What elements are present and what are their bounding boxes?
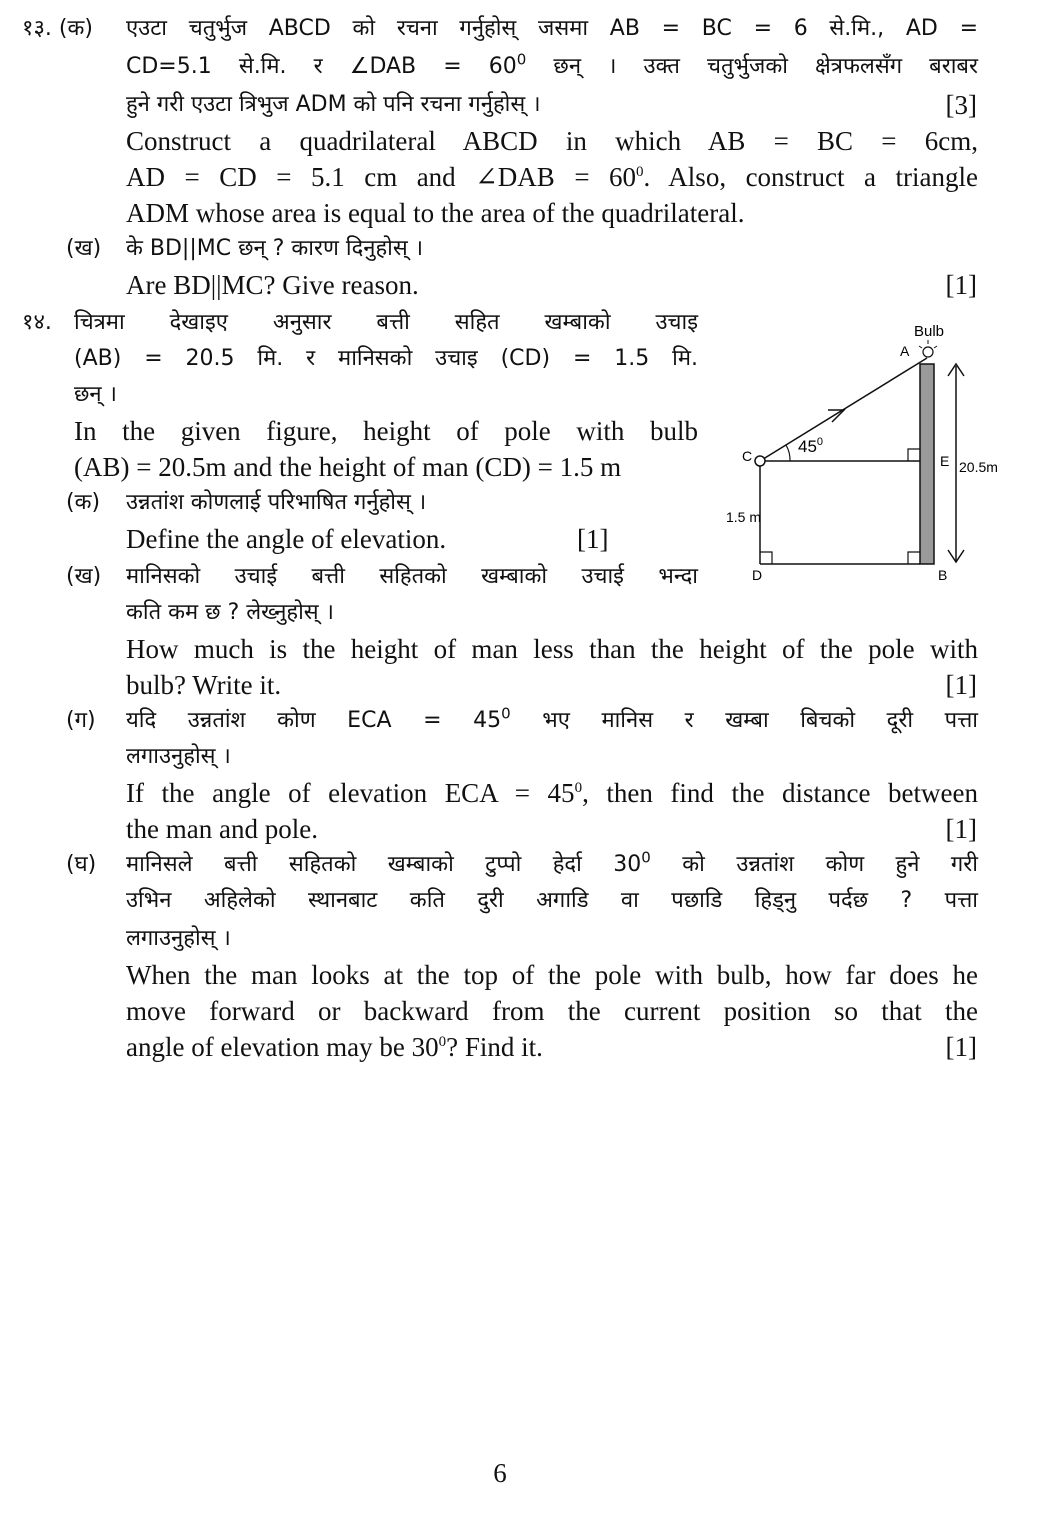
- q14d-en-line3b: ? Find it.: [446, 1032, 543, 1062]
- q14c-np-line1: [126, 704, 978, 738]
- q14c-en-line2: the man and pole.: [126, 814, 318, 844]
- q14c-np-line1a: यदि उन्नतांश कोण ECA = 45: [126, 708, 502, 733]
- q13a-en-line2b: . Also, construct a triangle: [643, 162, 978, 192]
- q14c-np-line1b: भए मानिस र खम्बा बिचको दूरी पत्ता: [510, 708, 978, 733]
- q14a-en: Define the angle of elevation.: [126, 524, 447, 554]
- label-pole-height: 20.5m: [959, 459, 998, 475]
- label-bulb: Bulb: [914, 323, 945, 340]
- q14c-np-line2: लगाउनुहोस् ।: [126, 744, 231, 769]
- q13a-np-line2: [126, 50, 978, 84]
- q14a-label: (क): [66, 490, 101, 515]
- q13a-en-line2a: AD = CD = 5.1 cm and ∠DAB = 60: [126, 162, 637, 192]
- label-d: D: [752, 567, 763, 583]
- q13a-en-line3: ADM whose area is equal to the area of the quadrilateral.: [126, 198, 745, 228]
- q13a-en-line1: Construct a quadrilateral ABCD in which AB = BC = 6cm,: [126, 126, 978, 156]
- q14b-np-line1: मानिसको उचाई बत्ती सहितको खम्बाको उचाई भन्दा: [126, 564, 698, 589]
- man-eye-icon: [755, 456, 765, 466]
- q13a-np-line2b: छन् । उक्त चतुर्भुजको क्षेत्रफलसँग बराबर: [526, 54, 978, 79]
- q13a-np-line1: एउटा चतुर्भुज ABCD को रचना गर्नुहोस् जसमा AB = BC = 6 से.मि., AD =: [126, 16, 978, 41]
- q14d-en-line3a: angle of elevation may be 30: [126, 1032, 439, 1062]
- q13b-mark: [1]: [945, 270, 977, 300]
- label-man-height: 1.5 m: [726, 509, 762, 525]
- degree-sup: 0: [438, 1034, 447, 1050]
- q14b-mark: [1]: [945, 670, 977, 700]
- q14d-en-line1: When the man looks at the top of the pole with bulb, how far does he: [126, 960, 978, 990]
- degree-sup: 0: [641, 848, 651, 867]
- label-c: C: [742, 448, 753, 464]
- q14d-np-line2: उभिन अहिलेको स्थानबाट कति दुरी अगाडि वा पछाडि हिड्नु पर्दछ ? पत्ता: [126, 888, 978, 913]
- q13a-en-line2: [126, 160, 978, 194]
- q13a-mark: [3]: [945, 90, 977, 120]
- q14d-en-line3: [126, 1030, 543, 1064]
- q14-intro-en-line2: (AB) = 20.5m and the height of man (CD) = 1.5 m: [74, 452, 622, 482]
- q14d-en-line2: move forward or backward from the current position so that the: [126, 996, 978, 1026]
- angle-sup: 0: [816, 436, 824, 448]
- q14d-np-line3: लगाउनुहोस् ।: [126, 926, 231, 951]
- angle-arc: [786, 445, 790, 461]
- q14-intro-np-line3: छन् ।: [74, 382, 117, 407]
- degree-sup: 0: [574, 780, 583, 796]
- q14d-mark: [1]: [945, 1032, 977, 1062]
- q14d-np-line1a: मानिसले बत्ती सहितको खम्बाको टुप्पो हेर्दा 30: [126, 852, 642, 877]
- right-angle-b: [908, 552, 920, 564]
- right-angle-e: [908, 449, 920, 461]
- q14a-mark: [1]: [577, 524, 609, 554]
- bulb-icon: [919, 340, 937, 357]
- pole: [920, 364, 934, 564]
- q14d-label: (घ): [66, 852, 97, 877]
- degree-sup: 0: [636, 164, 644, 180]
- degree-sup: 0: [516, 50, 527, 69]
- label-a: A: [900, 343, 910, 359]
- q13b-label: (ख): [66, 236, 102, 261]
- q14d-np-line1: [126, 848, 978, 882]
- q14-label: १४.: [22, 310, 52, 335]
- q14-intro-np-line1: चित्रमा देखाइए अनुसार बत्ती सहित खम्बाको उचाइ: [74, 310, 698, 335]
- q14b-label: (ख): [66, 564, 102, 589]
- degree-sup: 0: [501, 704, 511, 723]
- q13a-np-line2a: CD=5.1 से.मि. र ∠DAB = 60: [126, 54, 517, 79]
- sight-arrow: [828, 410, 844, 422]
- q14c-label: (ग): [66, 708, 96, 733]
- q13b-en: Are BD||MC? Give reason.: [126, 270, 419, 300]
- q14c-en-line1: [126, 776, 978, 810]
- q14b-np-line2: कति कम छ ? लेख्नुहोस् ।: [126, 600, 334, 625]
- label-angle: [798, 436, 823, 456]
- q14d-np-line1b: को उन्नतांश कोण हुने गरी: [650, 852, 978, 877]
- angle-value: 45: [798, 437, 817, 456]
- q13a-np-line3: हुने गरी एउटा त्रिभुज ADM को पनि रचना गर्नुहोस् ।: [126, 92, 541, 117]
- q14c-en-line1a: If the angle of elevation ECA = 45: [126, 778, 575, 808]
- label-b: B: [938, 567, 948, 583]
- q14c-mark: [1]: [945, 814, 977, 844]
- label-e: E: [940, 453, 950, 469]
- q14c-en-line1b: , then find the distance between: [582, 778, 978, 808]
- page-number: 6: [493, 1458, 507, 1488]
- q14-intro-np-line2: (AB) = 20.5 मि. र मानिसको उचाइ (CD) = 1.5 मि.: [74, 346, 698, 371]
- q14b-en-line2: bulb? Write it.: [126, 670, 282, 700]
- right-angle-d: [760, 552, 772, 564]
- q13b-np: के BD||MC छन् ? कारण दिनुहोस् ।: [126, 236, 424, 261]
- elevation-figure: [720, 318, 1020, 590]
- q14-intro-en-line1: In the given figure, height of pole with bulb: [74, 416, 698, 446]
- q13-label: १३. (क): [22, 16, 93, 41]
- q14b-en-line1: How much is the height of man less than the height of the pole with: [126, 634, 978, 664]
- q14a-np: उन्नतांश कोणलाई परिभाषित गर्नुहोस् ।: [126, 490, 427, 515]
